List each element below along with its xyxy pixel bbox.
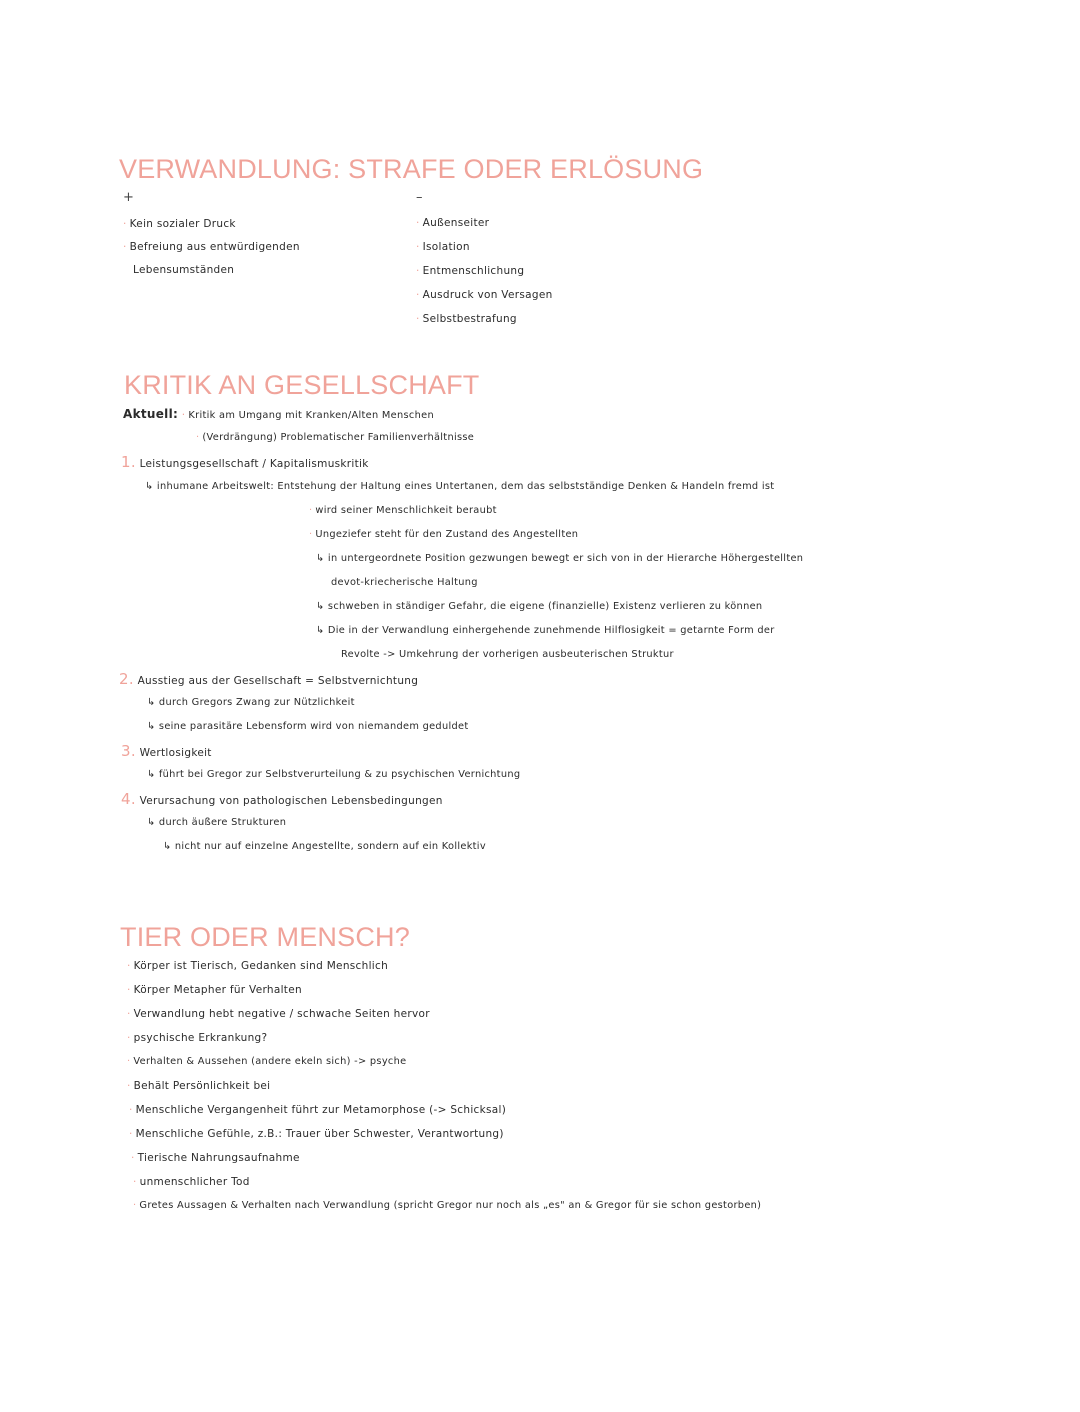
numbered-point-3: 3. Wertlosigkeit — [121, 742, 212, 760]
sub-point: ↳ nicht nur auf einzelne Angestellte, sondern auf ein Kollektiv — [163, 841, 486, 852]
list-item: · Körper ist Tierisch, Gedanken sind Menschlich — [127, 960, 389, 972]
list-item: · Körper Metapher für Verhalten — [127, 984, 302, 996]
sub-point: ↳ führt bei Gregor zur Selbstverurteilung & zu psychischen Vernichtung — [147, 769, 521, 780]
sub-point: ↳ durch Gregors Zwang zur Nützlichkeit — [147, 697, 355, 708]
bullet-icon: · — [127, 1032, 131, 1044]
minus-sign: – — [416, 190, 423, 205]
bullet-icon: · — [309, 529, 313, 540]
bullet-icon: · — [309, 505, 313, 516]
bullet-icon: · — [127, 1056, 131, 1067]
bullet-icon: · — [416, 217, 420, 229]
sub-point: ↳ in untergeordnete Position gezwungen bewegt er sich von in der Hierarche Höhergestellten — [316, 553, 804, 564]
bullet-icon: · — [127, 1080, 131, 1092]
section-title-tier-oder-mensch: TIER ODER MENSCH? — [120, 922, 410, 952]
bullet-icon: · — [127, 960, 131, 972]
list-item: · Menschliche Vergangenheit führt zur Metamorphose (-> Schicksal) — [129, 1104, 507, 1116]
bullet-icon: · — [131, 1152, 135, 1164]
bullet-icon: · — [129, 1104, 133, 1116]
sub-point-continuation: Revolte -> Umkehrung der vorherigen ausbeuterischen Struktur — [341, 649, 674, 660]
list-item: · Verwandlung hebt negative / schwache Seiten hervor — [127, 1008, 430, 1020]
bullet-icon: · — [133, 1176, 137, 1188]
bullet-icon: · — [123, 241, 127, 253]
sub-point: ↳ schweben in ständiger Gefahr, die eigene (finanzielle) Existenz verlieren zu können — [316, 601, 763, 612]
list-item: · Behält Persönlichkeit bei — [127, 1080, 271, 1092]
bullet-icon: · — [127, 1008, 131, 1020]
plus-sign: + — [123, 190, 134, 205]
section-title-verwandlung: VERWANDLUNG: STRAFE ODER ERLÖSUNG — [119, 154, 704, 184]
bullet-icon: · — [181, 409, 186, 421]
list-item-continuation: Lebensumständen — [133, 264, 235, 276]
sub-point: ↳ inhumane Arbeitswelt: Entstehung der Haltung eines Untertanen, dem das selbstständige Denken & Handeln fremd ist — [145, 481, 775, 492]
list-item: · Isolation — [416, 241, 470, 253]
list-item: · Ausdruck von Versagen — [416, 289, 553, 301]
bullet-icon: · — [416, 313, 420, 325]
list-item: · Außenseiter — [416, 217, 490, 229]
bullet-icon: · — [196, 432, 200, 443]
list-item: · Selbstbestrafung — [416, 313, 517, 325]
list-item: · Ungeziefer steht für den Zustand des Angestellten — [309, 529, 579, 540]
list-item: · Verhalten & Aussehen (andere ekeln sich) -> psyche — [127, 1056, 407, 1067]
sub-point-continuation: devot-kriecherische Haltung — [331, 577, 478, 588]
list-item: · Menschliche Gefühle, z.B.: Trauer über Schwester, Verantwortung) — [129, 1128, 504, 1140]
bullet-icon: · — [127, 984, 131, 996]
section-title-kritik: KRITIK AN GESELLSCHAFT — [124, 370, 480, 400]
aktuell-line: Aktuell: · Kritik am Umgang mit Kranken/Alten Menschen — [123, 407, 434, 421]
list-item: · Befreiung aus entwürdigenden — [123, 241, 300, 253]
sub-point: ↳ Die in der Verwandlung einhergehende zunehmende Hilflosigkeit = getarnte Form der — [316, 625, 775, 636]
list-item: · Entmenschlichung — [416, 265, 525, 277]
bullet-icon: · — [416, 289, 420, 301]
numbered-point-2: 2. Ausstieg aus der Gesellschaft = Selbstvernichtung — [119, 670, 419, 688]
list-item: · wird seiner Menschlichkeit beraubt — [309, 505, 497, 516]
bullet-icon: · — [123, 218, 127, 230]
sub-point: ↳ durch äußere Strukturen — [147, 817, 287, 828]
list-item: · psychische Erkrankung? — [127, 1032, 268, 1044]
list-item: · Tierische Nahrungsaufnahme — [131, 1152, 300, 1164]
bullet-icon: · — [416, 241, 420, 253]
list-item: · (Verdrängung) Problematischer Familienverhältnisse — [196, 432, 475, 443]
list-item: · Gretes Aussagen & Verhalten nach Verwandlung (spricht Gregor nur noch als „es" an & Gregor für sie schon gestorben) — [133, 1200, 762, 1211]
numbered-point-1: 1. Leistungsgesellschaft / Kapitalismuskritik — [121, 453, 369, 471]
bullet-icon: · — [129, 1128, 133, 1140]
list-item: · unmenschlicher Tod — [133, 1176, 250, 1188]
numbered-point-4: 4. Verursachung von pathologischen Lebensbedingungen — [121, 790, 443, 808]
bullet-icon: · — [133, 1200, 137, 1211]
sub-point: ↳ seine parasitäre Lebensform wird von niemandem geduldet — [147, 721, 469, 732]
list-item: · Kein sozialer Druck — [123, 218, 236, 230]
bullet-icon: · — [416, 265, 420, 277]
